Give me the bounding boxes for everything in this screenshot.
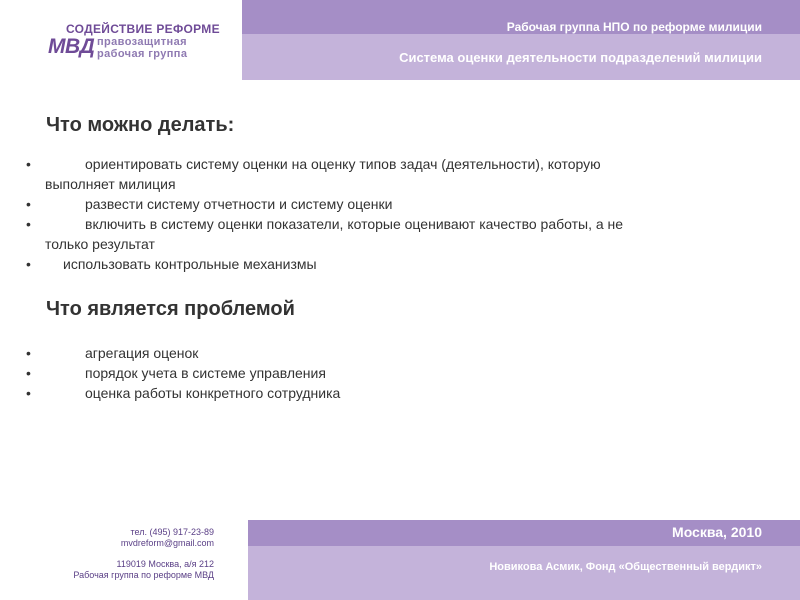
- list-item: [24, 254, 754, 274]
- logo: [48, 22, 228, 66]
- list-item-text: агрегация оценок: [85, 345, 199, 361]
- list-item-text: использовать контрольные механизмы: [63, 256, 317, 272]
- footer-bottom-band: [248, 546, 800, 600]
- footer-city-year: Москва, 2010: [672, 524, 762, 540]
- header-org-name: Рабочая группа НПО по реформе милиции: [506, 20, 762, 34]
- contact-email: mvdreform@gmail.com: [120, 538, 214, 548]
- contact-phone: тел. (495) 917-23-89: [130, 527, 214, 537]
- section2-heading: Что является проблемой: [46, 298, 295, 320]
- list-item-text: развести систему отчетности и систему оценки: [85, 196, 393, 212]
- header-slide-subtitle: Система оценки деятельности подразделений милиции: [399, 50, 762, 65]
- list-item-text: порядок учета в системе управления: [85, 365, 326, 381]
- footer-author: Новикова Асмик, Фонд «Общественный вердикт»: [489, 561, 762, 573]
- list-item-text: выполняет милиция: [45, 176, 176, 192]
- list-item-continuation: [24, 174, 754, 194]
- logo-subtitle-line2: рабочая группа: [97, 48, 188, 60]
- contact-org: Рабочая группа по реформе МВД: [73, 570, 214, 580]
- logo-top-text: СОДЕЙСТВИЕ РЕФОРМЕ: [66, 22, 220, 36]
- list-item-text: только результат: [45, 236, 155, 252]
- list-item-text: включить в систему оценки показатели, которые оценивают качество работы, а не: [85, 216, 624, 232]
- logo-mvd-text: МВД: [48, 35, 95, 58]
- list-item: [24, 154, 754, 174]
- section1-heading: Что можно делать:: [46, 114, 235, 136]
- footer-contacts: [73, 527, 214, 581]
- list-item-text: оценка работы конкретного сотрудника: [85, 385, 341, 401]
- logo-subtitle: [97, 36, 187, 60]
- list-item-continuation: [24, 234, 754, 254]
- list-item: [24, 383, 754, 403]
- section2-list: [24, 343, 754, 403]
- section1-list: [24, 154, 754, 274]
- list-item: [24, 363, 754, 383]
- list-item: [24, 194, 754, 214]
- list-item: [24, 343, 754, 363]
- list-item: [24, 214, 754, 234]
- logo-subtitle-line1: правозащитная: [97, 36, 187, 48]
- contact-address: 119019 Москва, а/я 212: [116, 559, 214, 569]
- list-item-text: ориентировать систему оценки на оценку типов задач (деятельности), которую: [85, 156, 601, 172]
